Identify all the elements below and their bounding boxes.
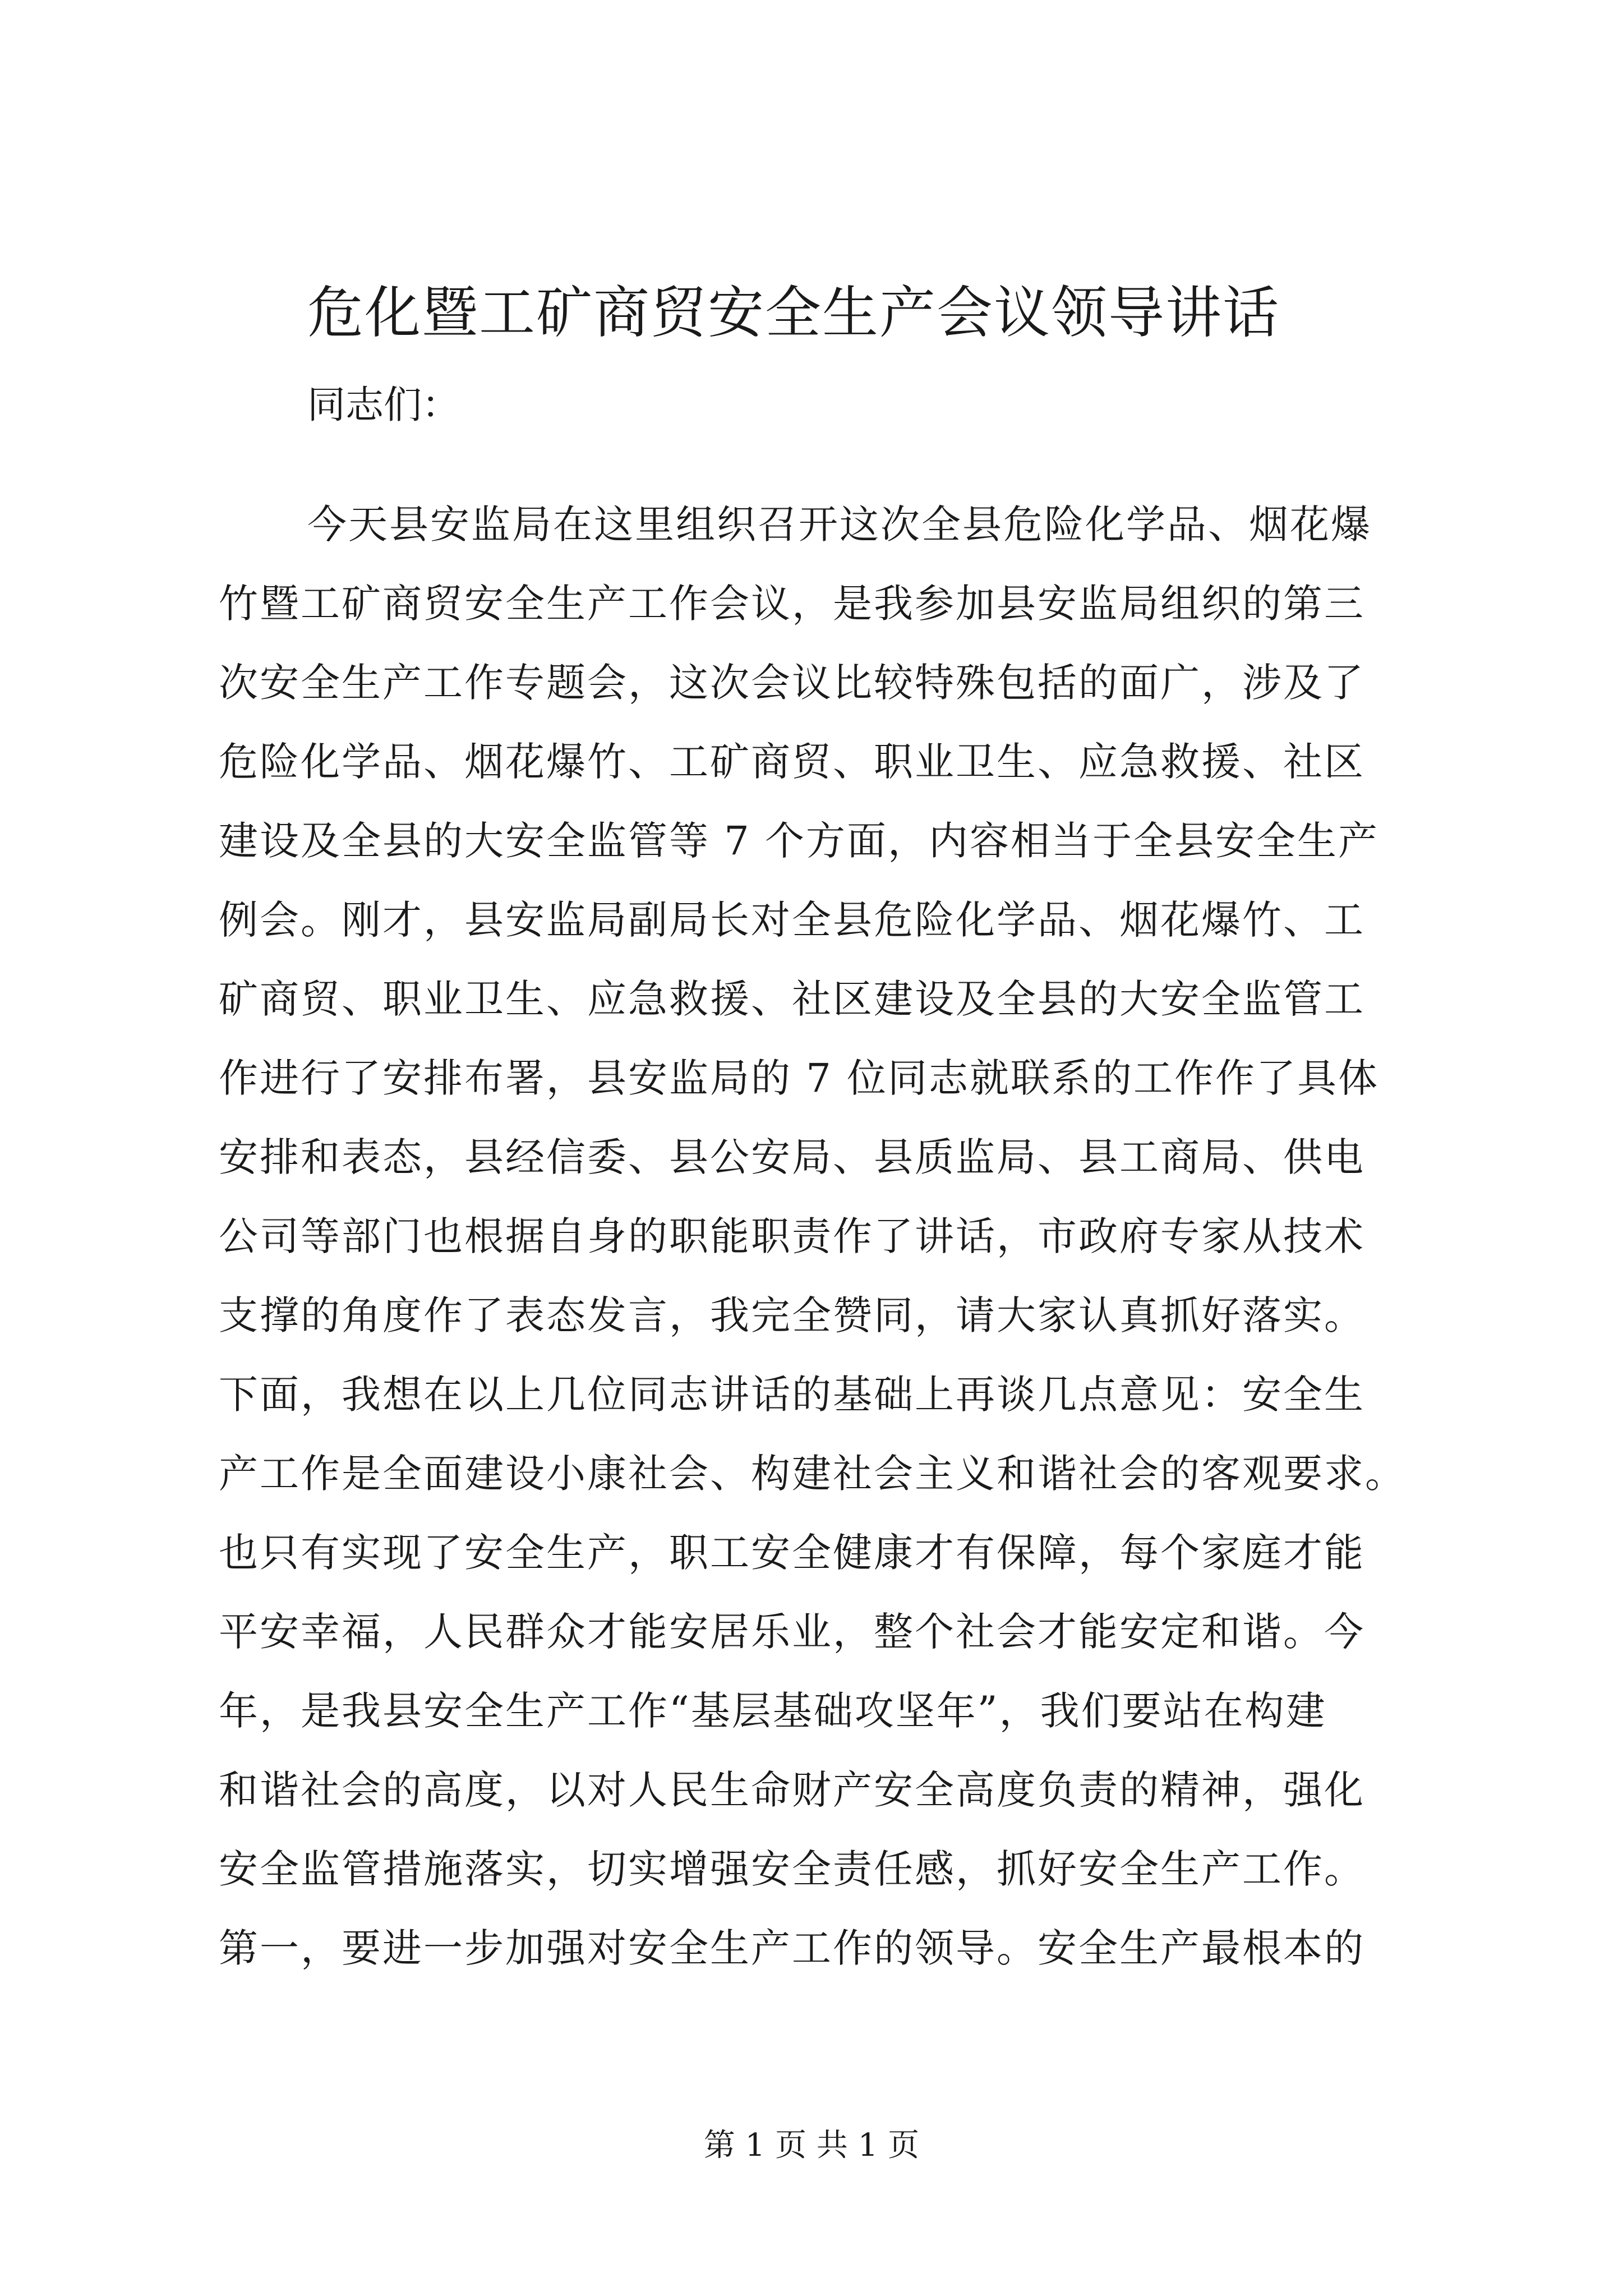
body-line: 也只有实现了安全生产，职工安全健康才有保障，每个家庭才能 xyxy=(219,1530,1365,1576)
salutation: 同志们： xyxy=(307,383,460,427)
body-line: 安全监管措施落实，切实增强安全责任感，抓好安全生产工作。 xyxy=(219,1846,1365,1892)
body-line: 下面，我想在以上几位同志讲话的基础上再谈几点意见：安全生 xyxy=(219,1372,1365,1418)
page-footer: 第 1 页 共 1 页 xyxy=(703,2127,920,2164)
body-line: 今天县安监局在这里组织召开这次全县危险化学品、烟花爆 xyxy=(307,501,1372,547)
body-line: 安排和表态，县经信委、县公安局、县质监局、县工商局、供电 xyxy=(219,1134,1365,1180)
body-line: 支撑的角度作了表态发言，我完全赞同，请大家认真抓好落实。 xyxy=(219,1292,1365,1338)
body-line: 次安全生产工作专题会，这次会议比较特殊包括的面广，涉及了 xyxy=(219,660,1365,706)
body-line: 作进行了安排布署，县安监局的 7 位同志就联系的工作作了具体 xyxy=(219,1055,1380,1101)
body-line: 产工作是全面建设小康社会、构建社会主义和谐社会的客观要求。 xyxy=(219,1451,1406,1497)
body-line: 竹暨工矿商贸安全生产工作会议，是我参加县安监局组织的第三 xyxy=(219,581,1365,627)
body-line: 公司等部门也根据自身的职能职责作了讲话，市政府专家从技术 xyxy=(219,1213,1365,1259)
body-line: 矿商贸、职业卫生、应急救援、社区建设及全县的大安全监管工 xyxy=(219,976,1365,1022)
document-title: 危化暨工矿商贸安全生产会议领导讲话 xyxy=(307,280,1280,346)
body-line: 危险化学品、烟花爆竹、工矿商贸、职业卫生、应急救援、社区 xyxy=(219,739,1365,785)
body-line: 年，是我县安全生产工作“基层基础攻坚年”，我们要站在构建 xyxy=(219,1688,1327,1734)
body-text xyxy=(219,494,1419,1996)
body-line: 例会。刚才，县安监局副局长对全县危险化学品、烟花爆竹、工 xyxy=(219,897,1365,943)
body-line: 第一，要进一步加强对安全生产工作的领导。安全生产最根本的 xyxy=(219,1925,1365,1971)
body-line: 平安幸福，人民群众才能安居乐业，整个社会才能安定和谐。今 xyxy=(219,1609,1365,1655)
body-line: 和谐社会的高度，以对人民生命财产安全高度负责的精神，强化 xyxy=(219,1767,1365,1813)
body-line: 建设及全县的大安全监管等 7 个方面，内容相当于全县安全生产 xyxy=(219,818,1380,864)
